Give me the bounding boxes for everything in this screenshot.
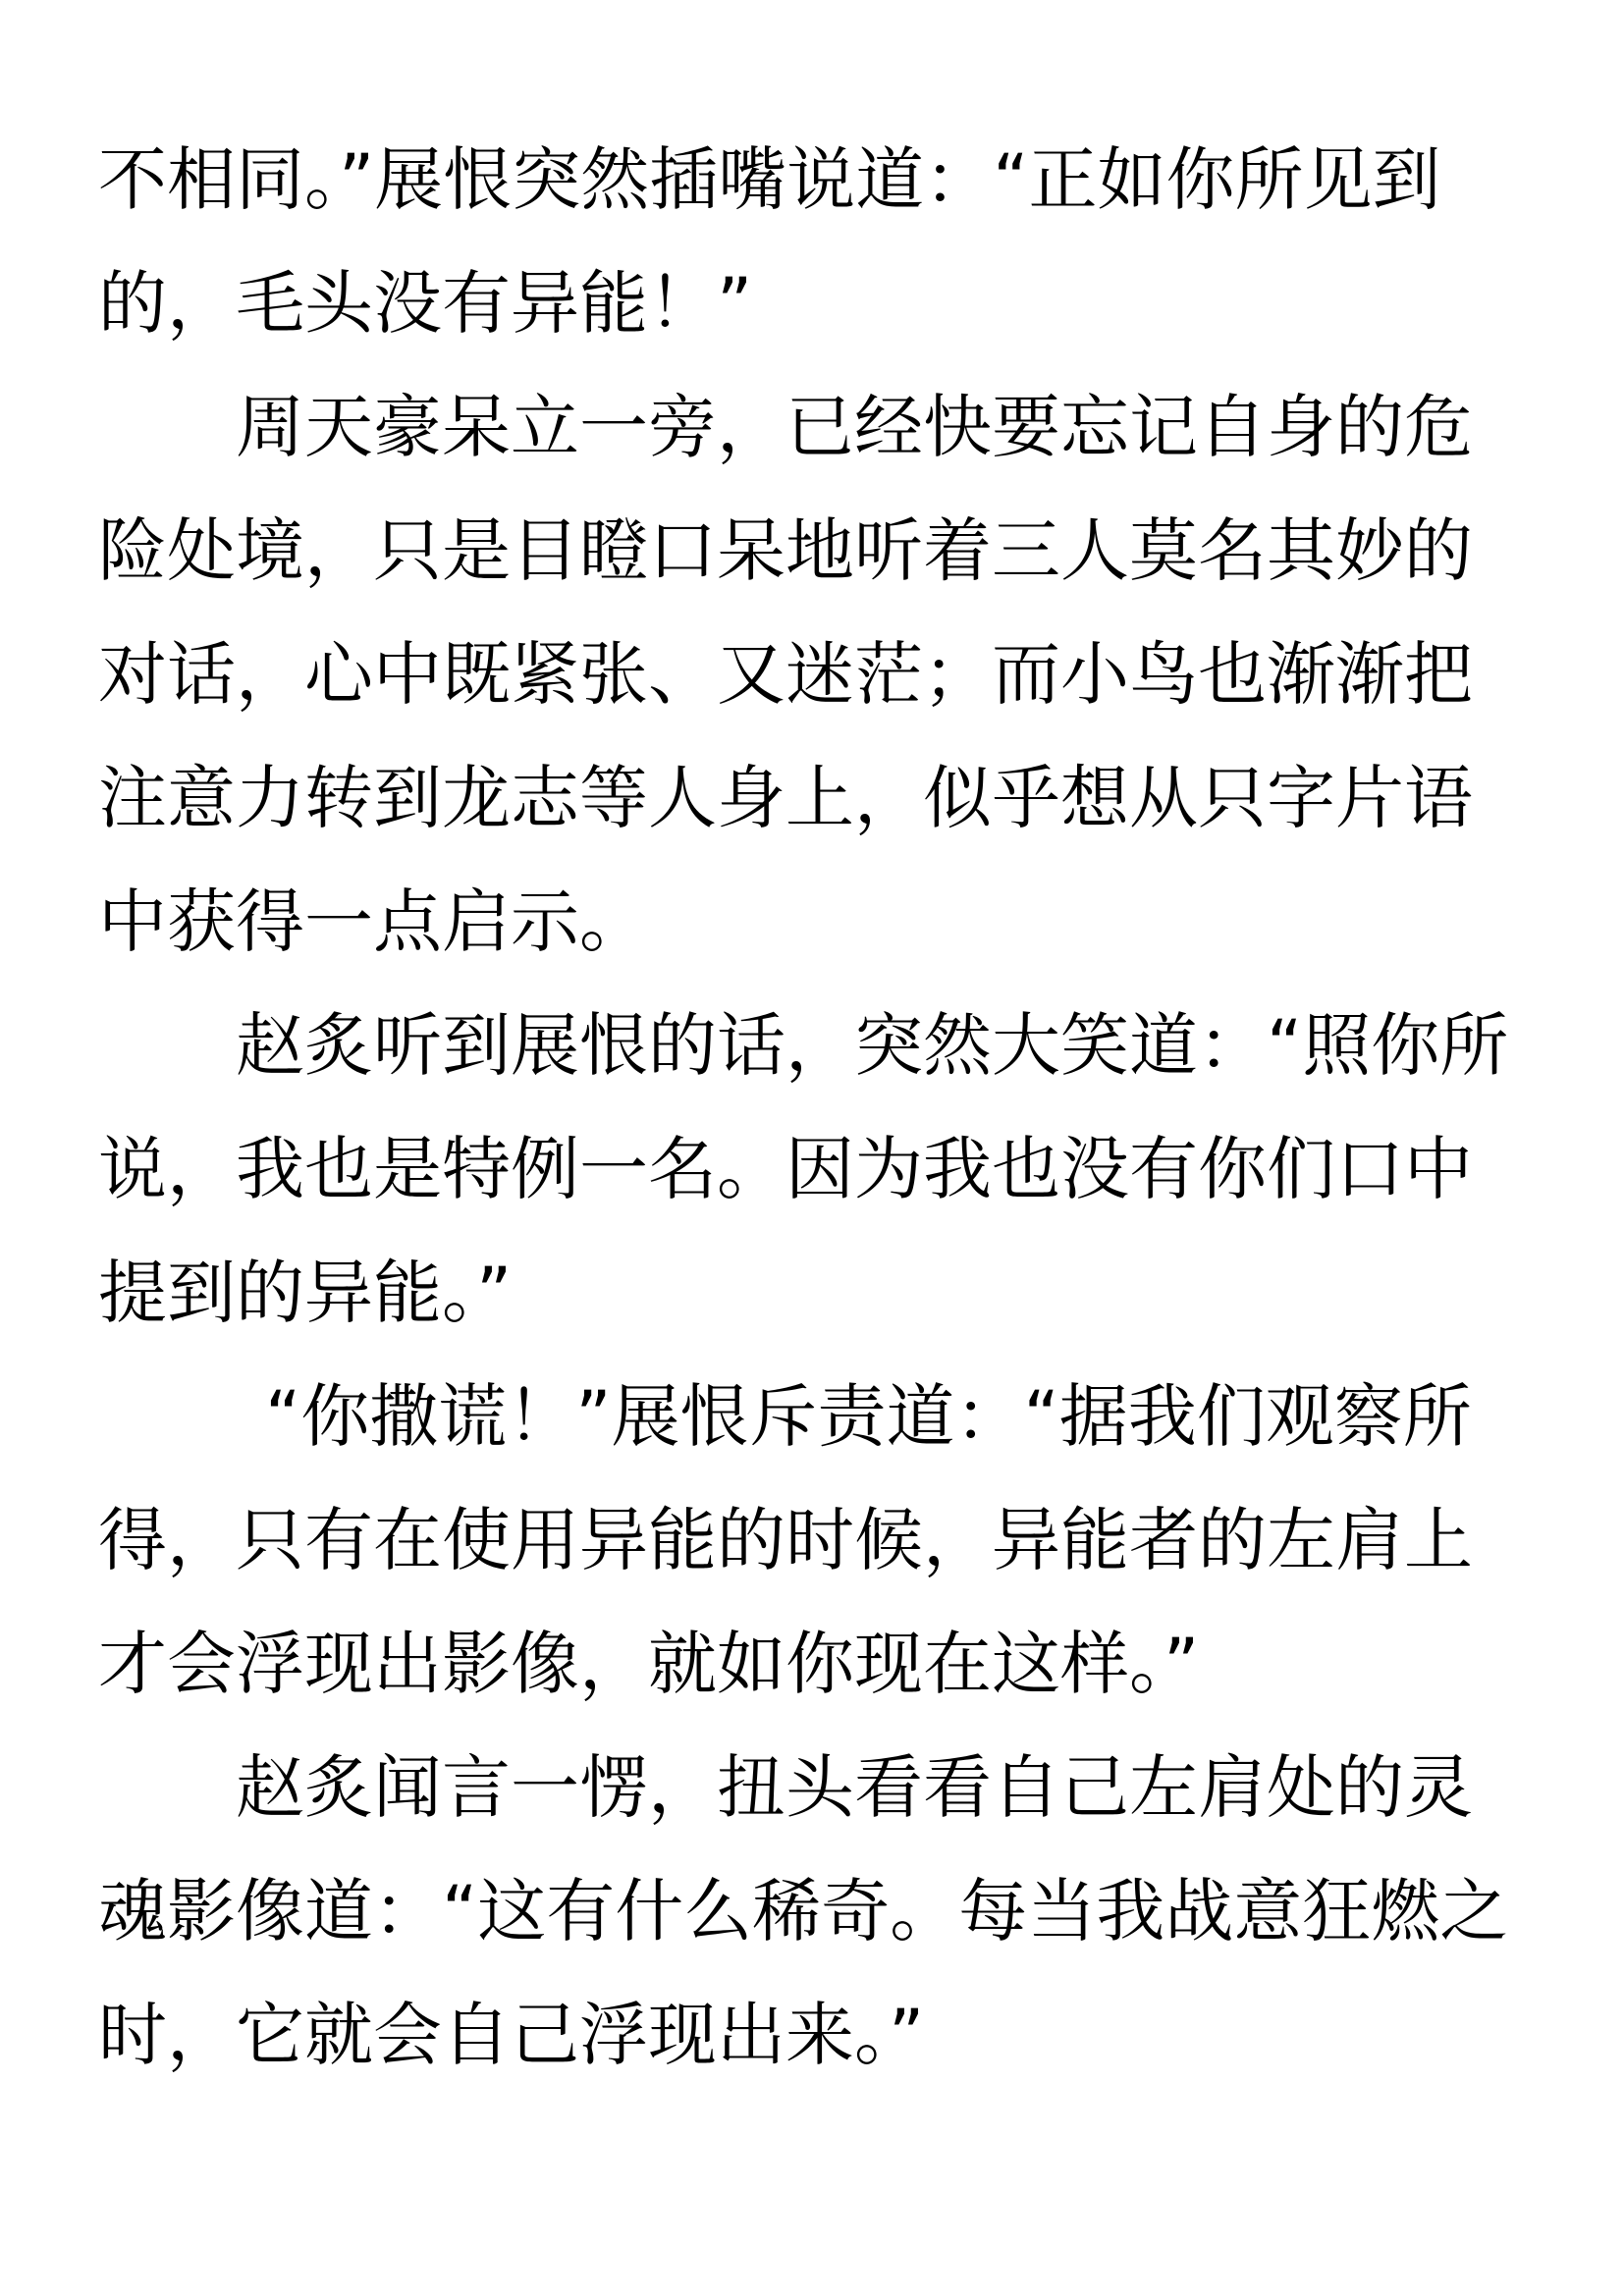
text-line: 说，我也是特例一名。因为我也没有你们口中 — [98, 1129, 1473, 1209]
text-line: 中获得一点启示。 — [98, 881, 648, 962]
body-text — [98, 118, 1532, 2097]
paragraph-start-line: “你撒谎！”展恨斥责道：“据我们观察所 — [265, 1376, 1472, 1457]
text-line: 险处境，只是目瞪口呆地听着三人莫名其妙的 — [98, 510, 1473, 591]
paragraph-start-line: 赵炙闻言一愣，扭头看看自己左肩处的灵 — [236, 1747, 1473, 1828]
text-line: 时，它就会自己浮现出来。” — [98, 1995, 925, 2075]
text-line: 注意力转到龙志等人身上，似乎想从只字片语 — [98, 758, 1473, 838]
text-line: 魂影像道：“这有什么稀奇。每当我战意狂燃之 — [98, 1871, 1509, 1951]
text-line: 才会浮现出影像，就如你现在这样。” — [98, 1624, 1200, 1704]
text-line: 提到的异能。” — [98, 1253, 513, 1333]
text-line: 的，毛头没有异能！” — [98, 263, 753, 344]
paragraph-start-line: 赵炙听到展恨的话，突然大笑道：“照你所 — [236, 1005, 1509, 1086]
text-line: 得，只有在使用异能的时候，异能者的左肩上 — [98, 1500, 1473, 1580]
text-line: 对话，心中既紧张、又迷茫；而小鸟也渐渐把 — [98, 634, 1473, 715]
paragraph-start-line: 周天豪呆立一旁，已经快要忘记自身的危 — [236, 387, 1473, 467]
text-line: 不相同。”展恨突然插嘴说道：“正如你所见到 — [98, 139, 1441, 220]
